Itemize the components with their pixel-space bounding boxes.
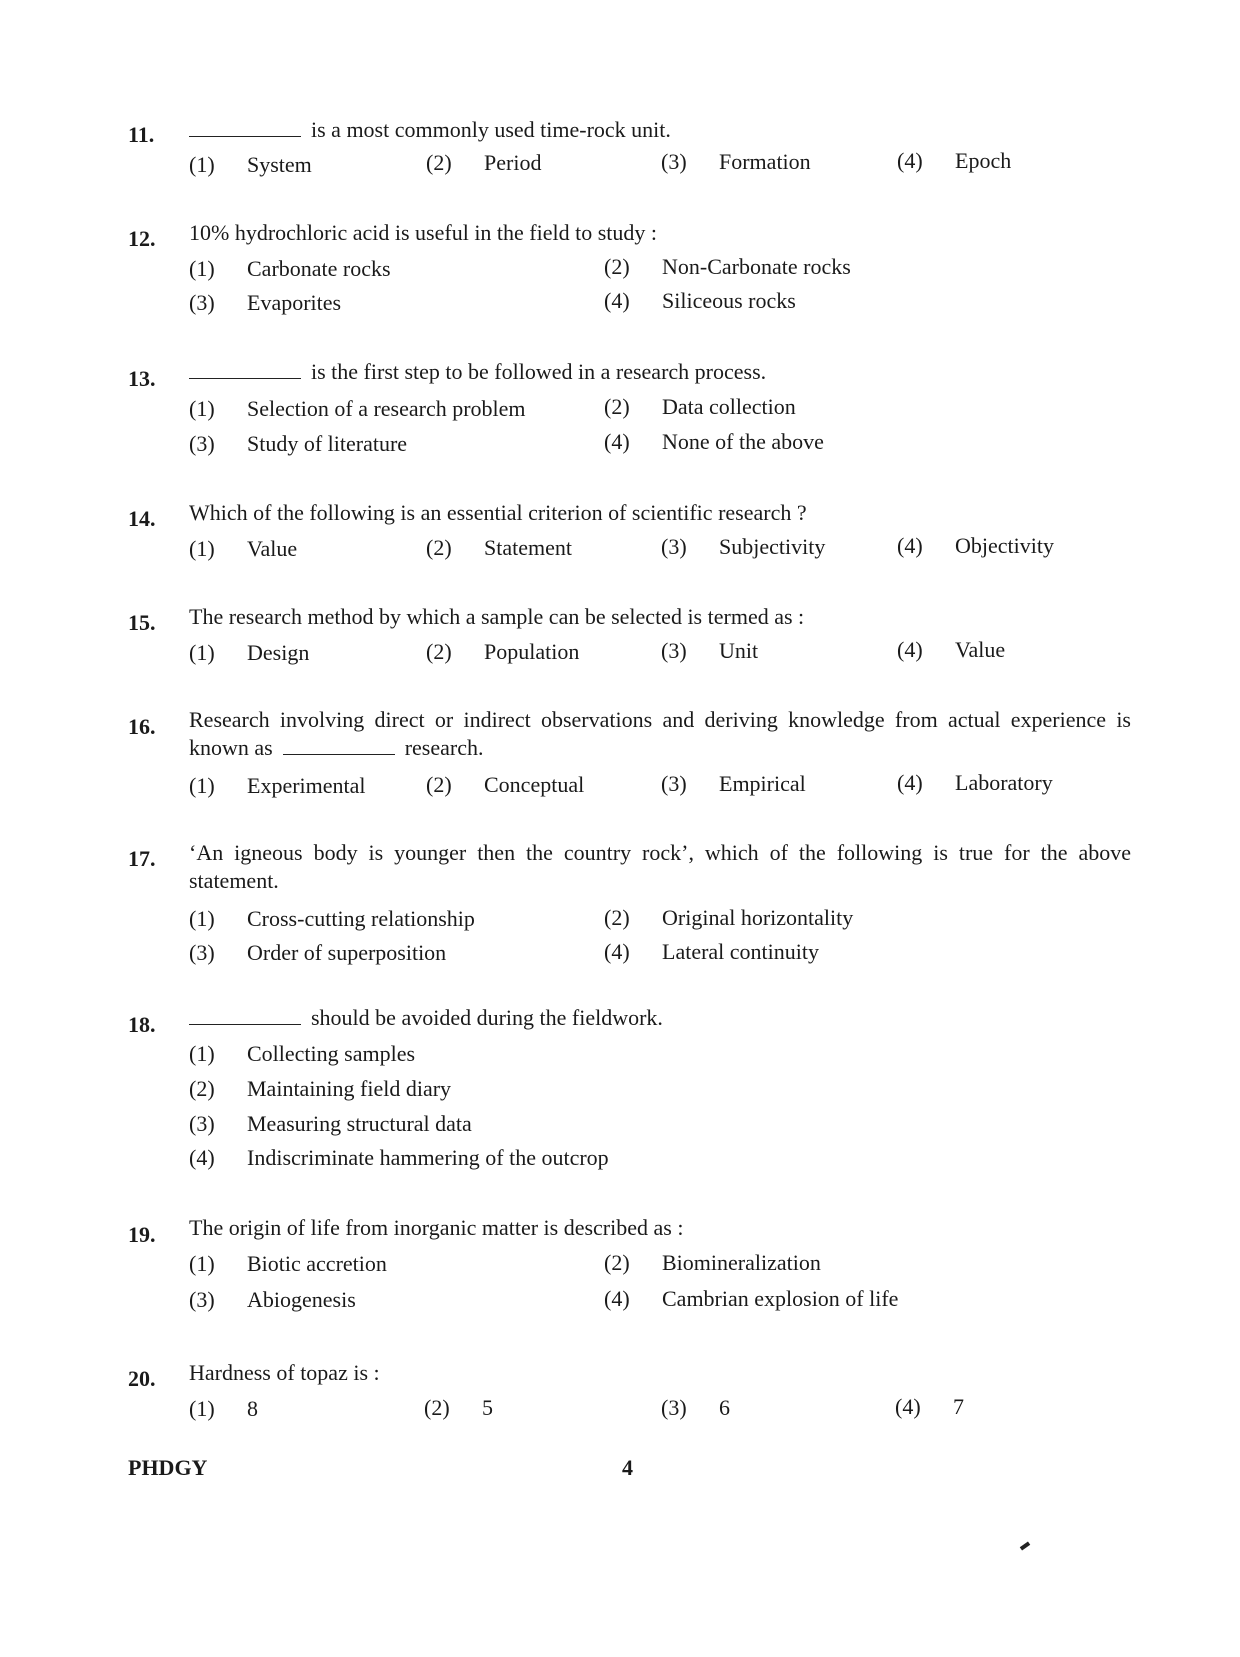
question-stem: The origin of life from inorganic matter is described as : bbox=[189, 1215, 684, 1240]
option-3[interactable]: (3) Empirical bbox=[661, 771, 806, 796]
question-stem: The research method by which a sample can be selected is termed as : bbox=[189, 604, 805, 629]
option-2[interactable]: (2) Statement bbox=[426, 535, 572, 560]
option-1[interactable]: (1) Value bbox=[189, 536, 298, 561]
question-stem: ‘An igneous body is younger then the country rock’, which of the following is true for the above statement. bbox=[189, 840, 1131, 893]
question-number: 13. bbox=[128, 366, 156, 391]
option-1[interactable]: (1) System bbox=[189, 152, 312, 177]
option-2[interactable]: (2) 5 bbox=[424, 1395, 493, 1420]
option-2[interactable]: (2) Non-Carbonate rocks bbox=[604, 254, 851, 279]
answer-blank bbox=[283, 740, 395, 755]
answer-blank bbox=[189, 364, 301, 379]
option-1[interactable]: (1) Design bbox=[189, 640, 310, 665]
option-4[interactable]: (4) 7 bbox=[895, 1394, 964, 1419]
option-3[interactable]: (3) Study of literature bbox=[189, 431, 408, 456]
option-3[interactable]: (3) Evaporites bbox=[189, 290, 342, 315]
option-4[interactable]: (4) Laboratory bbox=[897, 770, 1053, 795]
question-number: 14. bbox=[128, 506, 156, 531]
question-number: 18. bbox=[128, 1012, 156, 1037]
question-stem: is a most commonly used time-rock unit. bbox=[189, 116, 1139, 144]
option-1[interactable]: (1) 8 bbox=[189, 1396, 258, 1421]
question-number: 19. bbox=[128, 1222, 156, 1247]
question-stem: 10% hydrochloric acid is useful in the field to study : bbox=[189, 220, 658, 245]
option-1[interactable]: (1) Collecting samples bbox=[189, 1041, 416, 1066]
answer-blank bbox=[189, 1010, 301, 1025]
option-4[interactable]: (4) None of the above bbox=[604, 429, 824, 454]
question-stem: should be avoided during the fieldwork. bbox=[189, 1004, 1139, 1032]
option-3[interactable]: (3) Unit bbox=[661, 638, 759, 663]
option-4[interactable]: (4) Indiscriminate hammering of the outcrop bbox=[189, 1145, 609, 1170]
option-2[interactable]: (2) Original horizontality bbox=[604, 905, 854, 930]
option-3[interactable]: (3) Formation bbox=[661, 149, 811, 174]
option-2[interactable]: (2) Period bbox=[426, 150, 542, 175]
option-1[interactable]: (1) Biotic accretion bbox=[189, 1251, 387, 1276]
question-stem: is the first step to be followed in a research process. bbox=[189, 358, 1139, 386]
option-2[interactable]: (2) Biomineralization bbox=[604, 1250, 821, 1275]
question-number: 15. bbox=[128, 610, 156, 635]
answer-blank bbox=[189, 122, 301, 137]
option-1[interactable]: (1) Carbonate rocks bbox=[189, 256, 391, 281]
question-number: 20. bbox=[128, 1366, 156, 1391]
option-2[interactable]: (2) Maintaining field diary bbox=[189, 1076, 452, 1101]
option-4[interactable]: (4) Siliceous rocks bbox=[604, 288, 796, 313]
question-number: 16. bbox=[128, 714, 156, 739]
option-2[interactable]: (2) Population bbox=[426, 639, 580, 664]
question-stem: Research involving direct or indirect observations and deriving knowledge from actual experience is known as research. bbox=[189, 707, 1131, 760]
question-number: 12. bbox=[128, 226, 156, 251]
option-4[interactable]: (4) Objectivity bbox=[897, 533, 1054, 558]
option-3[interactable]: (3) Measuring structural data bbox=[189, 1111, 472, 1136]
option-2[interactable]: (2) Data collection bbox=[604, 394, 796, 419]
option-1[interactable]: (1) Selection of a research problem bbox=[189, 396, 526, 421]
option-1[interactable]: (1) Cross-cutting relationship bbox=[189, 906, 475, 931]
option-4[interactable]: (4) Lateral continuity bbox=[604, 939, 819, 964]
option-2[interactable]: (2) Conceptual bbox=[426, 772, 585, 797]
question-stem: Which of the following is an essential criterion of scientific research ? bbox=[189, 500, 807, 525]
option-1[interactable]: (1) Experimental bbox=[189, 773, 366, 798]
page-number: 4 bbox=[622, 1455, 633, 1480]
question-number: 17. bbox=[128, 846, 156, 871]
option-4[interactable]: (4) Epoch bbox=[897, 148, 1012, 173]
option-3[interactable]: (3) Subjectivity bbox=[661, 534, 826, 559]
question-stem: Hardness of topaz is : bbox=[189, 1360, 380, 1385]
scan-mark bbox=[1020, 1541, 1030, 1550]
option-3[interactable]: (3) Abiogenesis bbox=[189, 1287, 356, 1312]
paper-code: PHDGY bbox=[128, 1455, 208, 1480]
option-4[interactable]: (4) Value bbox=[897, 637, 1006, 662]
question-number: 11. bbox=[128, 122, 155, 147]
option-3[interactable]: (3) Order of superposition bbox=[189, 940, 447, 965]
option-4[interactable]: (4) Cambrian explosion of life bbox=[604, 1286, 899, 1311]
option-3[interactable]: (3) 6 bbox=[661, 1395, 730, 1420]
